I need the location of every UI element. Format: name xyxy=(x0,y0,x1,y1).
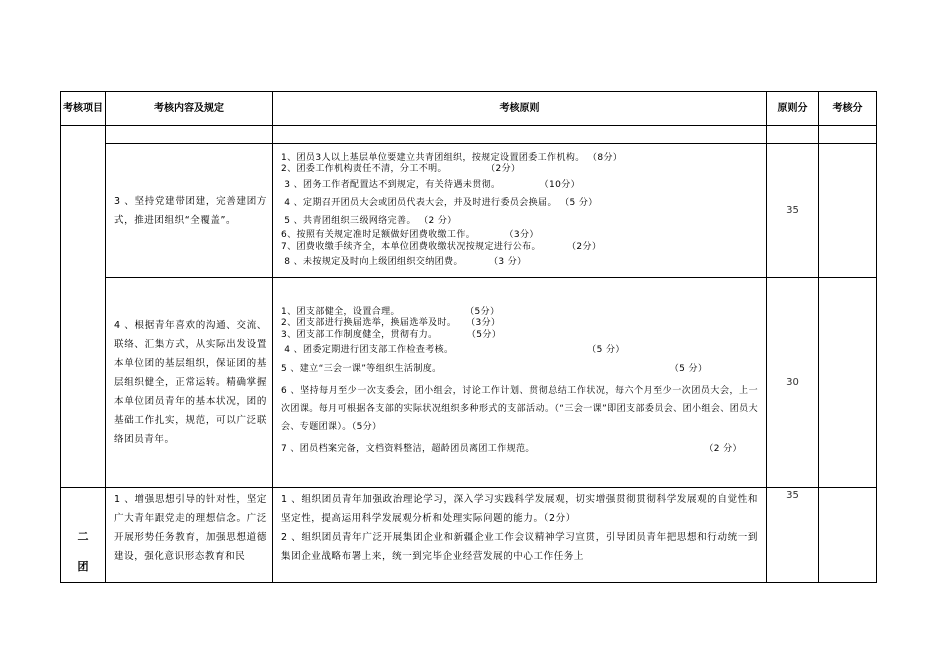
assessment-table xyxy=(60,91,877,583)
col-principle-header: 考核原则 xyxy=(273,92,767,126)
principle-line: 2、团委工作机构责任不清，分工不明。 （2分） xyxy=(281,164,521,175)
empty-cell xyxy=(106,126,273,144)
table-row xyxy=(61,144,877,278)
principle-line: 5 、共青团组织三级网络完善。 （2 分） xyxy=(284,215,457,226)
empty-cell xyxy=(273,126,767,144)
principle-line: 3、团支部工作制度健全，贯彻有力。 （5分） xyxy=(281,330,502,340)
principle-line: 3 、团务工作者配置达不到规定，有关待遇未贯彻。 （10分） xyxy=(284,180,581,191)
principle-line: 2 、组织团员青年广泛开展集团企业和新疆企业工作会议精神学习宣贯，引导团员青年把思想和行动统一到集团企业战略布署上来，统一到完毕企业经营发展的中心工作任务上 xyxy=(281,532,758,562)
content-cell: 1 、增强思想引导的针对性，坚定广大青年跟党走的理想信念。广泛开展形势任务教育，加强思想道德建设，强化意识形态教育和民 xyxy=(106,488,273,583)
table-row xyxy=(61,278,877,488)
header-row xyxy=(61,92,877,126)
principle-line: 1、团员3人以上基层单位要建立共青团组织，按规定设置团委工作机构。 （8分） xyxy=(281,152,623,163)
principle-line: 8 、未按规定及时向上级团组织交纳团费。 （3 分） xyxy=(284,256,527,267)
item-cell xyxy=(61,488,106,583)
item-cell-empty xyxy=(61,126,106,488)
principle-line: 2、团支部进行换届选举，换届选举及时。 （3分） xyxy=(281,318,501,329)
principle-cell xyxy=(273,278,767,488)
content-cell: 4 、根据青年喜欢的沟通、交流、联络、汇集方式，从实际出发设置本单位团的基层组织，保证团的基层组织健全，正常运转。精确掌握本单位团员青年的基本状况，团的基础工作扎实，规范，可以广泛联络团员青年。 xyxy=(106,278,273,488)
empty-cell xyxy=(767,126,819,144)
principle-cell xyxy=(273,488,767,583)
score-input-cell[interactable] xyxy=(819,488,877,583)
score-input-cell[interactable] xyxy=(819,278,877,488)
empty-cell xyxy=(819,126,877,144)
principle-line: 4 、定期召开团员大会或团员代表大会，并及时进行委员会换届。 （5 分） xyxy=(284,197,598,208)
principle-line: 7 、团员档案完备，文档资料整洁，超龄团员离团工作规范。 （2 分） xyxy=(281,444,742,455)
table-row xyxy=(61,126,877,144)
content-cell: 3 、坚持党建带团建，完善建团方式，推进团组织“全覆盖”。 xyxy=(106,144,273,278)
item-char: 二 xyxy=(77,530,89,543)
principle-line: 5 、建立“三会一课”等组织生活制度。 （5 分） xyxy=(281,364,708,375)
score-input-cell[interactable] xyxy=(819,144,877,278)
principle-line: 4 、团委定期进行团支部工作检查考核。 （5 分） xyxy=(284,344,625,355)
col-score-header: 考核分 xyxy=(819,92,877,126)
item-char: 团 xyxy=(77,560,89,573)
principle-line: 6、按照有关规定准时足额做好团费收缴工作。 （3分） xyxy=(281,230,539,241)
col-item-header: 考核项目 xyxy=(61,92,106,126)
col-base-score-header: 原则分 xyxy=(767,92,819,126)
col-content-header: 考核内容及规定 xyxy=(106,92,273,126)
principle-line: 1 、组织团员青年加强政治理论学习，深入学习实践科学发展观，切实增强贯彻贯彻科学发展观的自觉性和坚定性，提高运用科学发展观分析和处理实际问题的能力。（2分） xyxy=(281,494,758,524)
principle-cell xyxy=(273,144,767,278)
base-score-cell: 35 xyxy=(767,488,819,583)
base-score-cell: 35 xyxy=(767,144,819,278)
principle-line: 1、团支部健全，设置合理。 （5分） xyxy=(281,306,500,317)
principle-line: 7、团费收缴手续齐全，本单位团费收缴状况按规定进行公布。 （2分） xyxy=(281,241,602,252)
base-score-cell: 30 xyxy=(767,278,819,488)
principle-line: 6 、坚持每月至少一次支委会，团小组会，讨论工作计划、贯彻总结工作状况，每六个月至少一次团员大会，上一次团课。每月可根据各支部的实际状况组织多种形式的支部活动。（“三会一课”即团支部委员会、团小组会、团员大会、专题团课）。（5分） xyxy=(281,386,758,433)
table-row xyxy=(61,488,877,583)
